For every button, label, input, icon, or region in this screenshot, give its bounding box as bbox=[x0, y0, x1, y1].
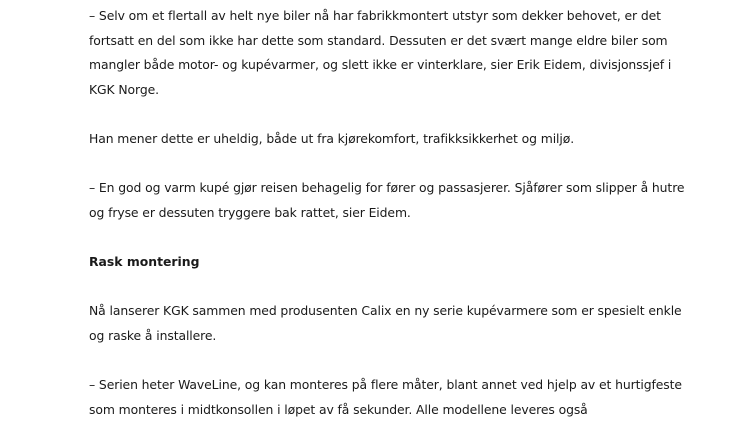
paragraph-spacer bbox=[89, 348, 689, 373]
paragraph-divisjonssjef-quote: – Selv om et flertall av helt nye biler nå har fabrikkmontert utstyr som dekker behovet, er det fortsatt en del som ikke har dette som standard. Dessuten er det svært mange eldre biler som mangler både motor- og kupévarmer, og slett ikke er vinterklare, sier Erik Eidem, divisjonssjef i KGK Norge. bbox=[89, 8, 672, 97]
paragraph-waveline-quote: – Serien heter WaveLine, og kan monteres på flere måter, blant annet ved hjelp av et hurtigfeste som monteres i midtkonsollen i løpet av få sekunder. Alle modellene leveres også bbox=[89, 376, 682, 417]
section-heading: Rask montering bbox=[89, 253, 200, 269]
paragraph-varm-kupe-quote: – En god og varm kupé gjør reisen behagelig for fører og passasjerer. Sjåfører som slipper å hutre og fryse er dessuten tryggere bak rattet, sier Eidem. bbox=[89, 180, 685, 220]
paragraph-spacer bbox=[89, 225, 689, 250]
paragraph-uheldig: Han mener dette er uheldig, både ut fra kjørekomfort, trafikksikkerhet og miljø. bbox=[89, 130, 575, 146]
paragraph-lansering: Nå lanserer KGK sammen med produsenten Calix en ny serie kupévarmere som er spesielt enkle og raske å installere. bbox=[89, 303, 682, 343]
paragraph-spacer bbox=[89, 102, 689, 127]
paragraph-spacer bbox=[89, 152, 689, 177]
document-page bbox=[89, 4, 689, 422]
paragraph-spacer bbox=[89, 275, 689, 300]
